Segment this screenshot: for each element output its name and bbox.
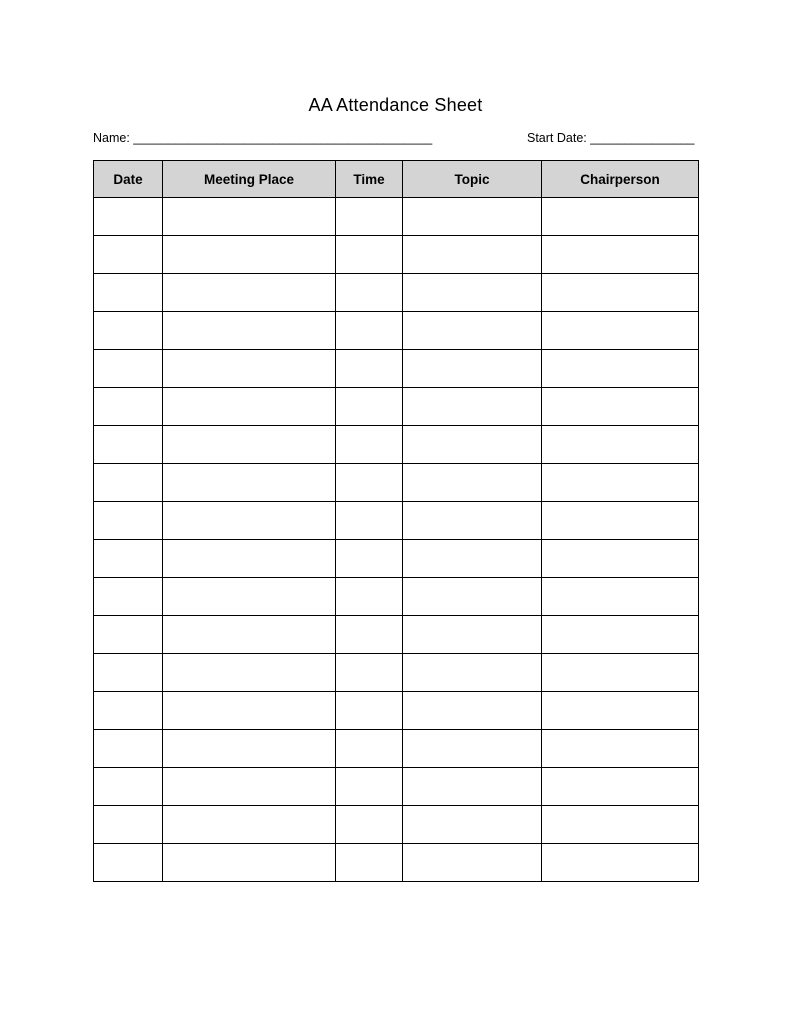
table-cell [403, 540, 542, 578]
table-cell [403, 578, 542, 616]
table-cell [336, 350, 403, 388]
table-cell [542, 426, 699, 464]
table-cell [163, 616, 336, 654]
table-cell [163, 768, 336, 806]
table-cell [403, 654, 542, 692]
table-cell [336, 768, 403, 806]
table-cell [94, 692, 163, 730]
table-row [94, 844, 699, 882]
table-cell [94, 844, 163, 882]
table-row [94, 654, 699, 692]
table-cell [336, 844, 403, 882]
table-cell [336, 464, 403, 502]
table-cell [403, 388, 542, 426]
column-header-topic: Topic [403, 161, 542, 198]
table-cell [163, 578, 336, 616]
name-field: Name: ___________________________________________ [93, 131, 433, 145]
table-cell [403, 236, 542, 274]
table-cell [403, 274, 542, 312]
table-cell [542, 464, 699, 502]
table-row [94, 198, 699, 236]
table-cell [163, 426, 336, 464]
table-row [94, 274, 699, 312]
table-cell [94, 388, 163, 426]
table-cell [336, 578, 403, 616]
table-row [94, 730, 699, 768]
table-cell [542, 312, 699, 350]
table-cell [542, 388, 699, 426]
table-body [94, 198, 699, 882]
table-row [94, 616, 699, 654]
table-cell [163, 198, 336, 236]
table-cell [403, 312, 542, 350]
table-cell [94, 236, 163, 274]
table-cell [94, 578, 163, 616]
table-cell [94, 198, 163, 236]
table-cell [163, 502, 336, 540]
table-cell [336, 274, 403, 312]
table-cell [94, 540, 163, 578]
column-header-chairperson: Chairperson [542, 161, 699, 198]
page-title: AA Attendance Sheet [308, 95, 483, 115]
table-cell [94, 502, 163, 540]
table-cell [163, 806, 336, 844]
table-cell [403, 844, 542, 882]
table-cell [403, 198, 542, 236]
table-header-row [94, 161, 699, 198]
table-cell [403, 426, 542, 464]
table-cell [403, 806, 542, 844]
table-row [94, 312, 699, 350]
table-row [94, 540, 699, 578]
table-cell [163, 388, 336, 426]
table-row [94, 350, 699, 388]
table-row [94, 578, 699, 616]
table-cell [94, 806, 163, 844]
table-row [94, 502, 699, 540]
table-cell [403, 730, 542, 768]
table-cell [163, 540, 336, 578]
column-header-time: Time [336, 161, 403, 198]
table-cell [163, 350, 336, 388]
table-cell [163, 464, 336, 502]
table-cell [336, 426, 403, 464]
table-row [94, 768, 699, 806]
start-date-field: Start Date: _______________ [527, 131, 695, 145]
table-cell [94, 768, 163, 806]
table-cell [336, 616, 403, 654]
table-cell [542, 236, 699, 274]
table-cell [403, 692, 542, 730]
table-cell [336, 806, 403, 844]
table-cell [403, 502, 542, 540]
table-cell [163, 844, 336, 882]
table-cell [542, 730, 699, 768]
column-header-meeting-place: Meeting Place [163, 161, 336, 198]
table-cell [94, 616, 163, 654]
table-cell [542, 198, 699, 236]
table-cell [403, 616, 542, 654]
table-cell [94, 464, 163, 502]
table-row [94, 236, 699, 274]
table-cell [336, 236, 403, 274]
table-cell [403, 768, 542, 806]
table-cell [542, 350, 699, 388]
table-cell [542, 768, 699, 806]
table-cell [94, 350, 163, 388]
table-cell [336, 502, 403, 540]
table-row [94, 692, 699, 730]
table-cell [542, 502, 699, 540]
table-cell [403, 464, 542, 502]
table-cell [94, 654, 163, 692]
table-cell [336, 312, 403, 350]
table-cell [163, 312, 336, 350]
table-cell [542, 274, 699, 312]
table-cell [163, 730, 336, 768]
table-cell [542, 616, 699, 654]
table-row [94, 426, 699, 464]
table-row [94, 806, 699, 844]
table-cell [94, 274, 163, 312]
table-cell [542, 692, 699, 730]
table-cell [163, 692, 336, 730]
table-cell [542, 806, 699, 844]
table-cell [403, 350, 542, 388]
table-cell [336, 540, 403, 578]
table-row [94, 388, 699, 426]
table-cell [336, 692, 403, 730]
table-cell [542, 844, 699, 882]
table-cell [163, 654, 336, 692]
table-cell [542, 654, 699, 692]
table-cell [336, 198, 403, 236]
table-cell [94, 426, 163, 464]
table-cell [163, 236, 336, 274]
table-cell [163, 274, 336, 312]
table-cell [94, 730, 163, 768]
column-header-date: Date [94, 161, 163, 198]
attendance-table [93, 160, 699, 882]
table-cell [336, 388, 403, 426]
table-cell [336, 730, 403, 768]
table-cell [94, 312, 163, 350]
table-cell [542, 578, 699, 616]
table-cell [542, 540, 699, 578]
table-cell [336, 654, 403, 692]
table-row [94, 464, 699, 502]
